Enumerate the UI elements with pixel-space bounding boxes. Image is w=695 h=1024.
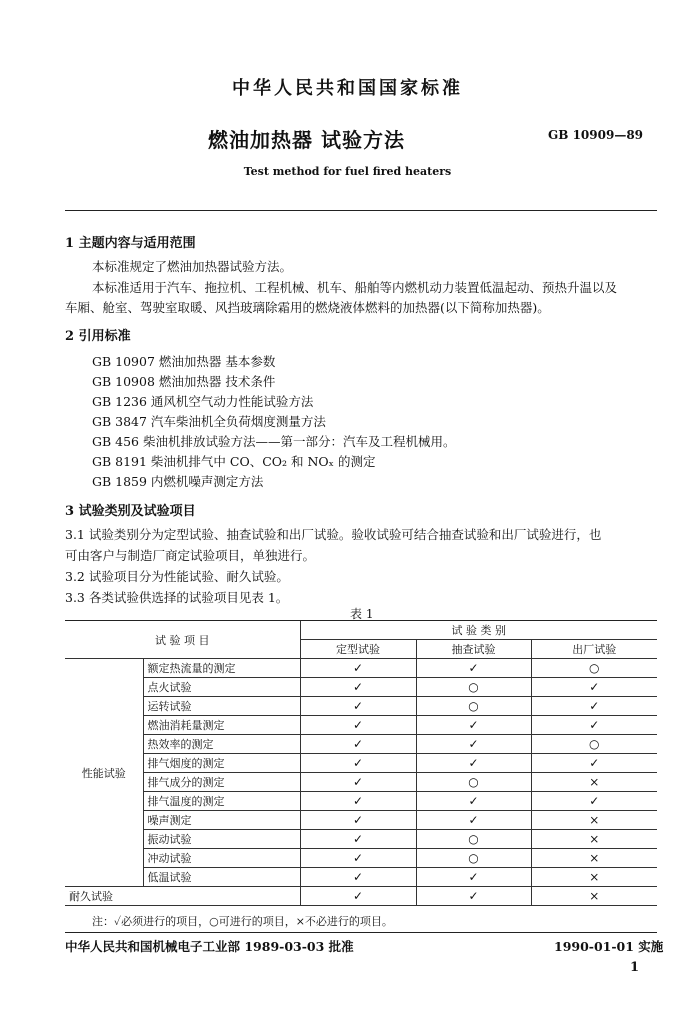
section-1-heading: 1 主题内容与适用范围 bbox=[65, 236, 196, 251]
table-row bbox=[65, 659, 657, 678]
section-3-heading: 3 试验类别及试验项目 bbox=[65, 504, 196, 519]
sample-test-mark: ○ bbox=[416, 830, 531, 849]
test-item-name: 燃油消耗量测定 bbox=[143, 716, 300, 735]
sample-test-mark: ✓ bbox=[416, 792, 531, 811]
reference-item: GB 456 柴油机排放试验方法——第一部分：汽车及工程机械用。 bbox=[92, 434, 456, 449]
type-test-mark: ✓ bbox=[300, 773, 416, 792]
table-row bbox=[65, 735, 657, 754]
test-item-name: 冲动试验 bbox=[143, 849, 300, 868]
table-row bbox=[65, 830, 657, 849]
clause-3-1: 3.1 试验类别分为定型试验、抽查试验和出厂试验。验收试验可结合抽查试验和出厂试验进行，也 bbox=[65, 527, 602, 542]
sample-test-mark: ○ bbox=[416, 678, 531, 697]
sample-test-mark: ○ bbox=[416, 849, 531, 868]
table-row bbox=[65, 754, 657, 773]
header-divider bbox=[65, 210, 657, 211]
factory-test-mark: × bbox=[531, 849, 657, 868]
factory-test-mark: ○ bbox=[531, 659, 657, 678]
type-test-mark: ✓ bbox=[300, 754, 416, 773]
reference-item: GB 1859 内燃机噪声测定方法 bbox=[92, 474, 264, 489]
table-row bbox=[65, 697, 657, 716]
footer-divider bbox=[65, 932, 657, 933]
factory-test-mark: ✓ bbox=[531, 792, 657, 811]
test-item-name: 排气烟度的测定 bbox=[143, 754, 300, 773]
column-header-factory-test: 出厂试验 bbox=[531, 640, 657, 659]
type-test-mark: ✓ bbox=[300, 792, 416, 811]
type-test-mark: ✓ bbox=[300, 849, 416, 868]
table-row bbox=[65, 678, 657, 697]
page-number: 1 bbox=[630, 960, 640, 975]
table-row bbox=[65, 716, 657, 735]
clause-3-2: 3.2 试验项目分为性能试验、耐久试验。 bbox=[65, 569, 289, 584]
type-test-mark: ✓ bbox=[300, 697, 416, 716]
factory-test-mark: ○ bbox=[531, 735, 657, 754]
sample-test-mark: ✓ bbox=[416, 754, 531, 773]
type-test-mark: ✓ bbox=[300, 830, 416, 849]
test-item-name: 低温试验 bbox=[143, 868, 300, 887]
section-1-paragraph-2-cont: 车厢、舱室、驾驶室取暖、风挡玻璃除霜用的燃烧液体燃料的加热器(以下简称加热器)。 bbox=[65, 300, 550, 315]
sample-test-mark: ✓ bbox=[416, 868, 531, 887]
approval-line: 中华人民共和国机械电子工业部 1989-03-03 批准 bbox=[65, 939, 354, 954]
test-item-name: 运转试验 bbox=[143, 697, 300, 716]
factory-test-mark: ✓ bbox=[531, 754, 657, 773]
factory-test-mark: ✓ bbox=[531, 678, 657, 697]
type-test-mark: ✓ bbox=[300, 811, 416, 830]
column-header-sample-test: 抽查试验 bbox=[416, 640, 531, 659]
table-caption: 表 1 bbox=[350, 607, 374, 621]
sample-test-mark: ✓ bbox=[416, 887, 531, 906]
group-label-performance: 性能试验 bbox=[65, 659, 143, 887]
type-test-mark: ✓ bbox=[300, 678, 416, 697]
factory-test-mark: ✓ bbox=[531, 697, 657, 716]
test-item-name: 点火试验 bbox=[143, 678, 300, 697]
type-test-mark: ✓ bbox=[300, 735, 416, 754]
factory-test-mark: × bbox=[531, 887, 657, 906]
standard-number: GB 10909—89 bbox=[548, 128, 644, 142]
table-row bbox=[65, 811, 657, 830]
table-row bbox=[65, 773, 657, 792]
type-test-mark: ✓ bbox=[300, 868, 416, 887]
clause-3-1-cont: 可由客户与制造厂商定试验项目，单独进行。 bbox=[65, 548, 316, 563]
table-row bbox=[65, 849, 657, 868]
test-item-name: 额定热流量的测定 bbox=[143, 659, 300, 678]
test-item-durability: 耐久试验 bbox=[65, 887, 300, 906]
section-1-paragraph-2: 本标准适用于汽车、拖拉机、工程机械、机车、船舶等内燃机动力装置低温起动、预热升温以及 bbox=[92, 280, 618, 295]
reference-item: GB 1236 通风机空气动力性能试验方法 bbox=[92, 394, 314, 409]
table-note: 注：✓必须进行的项目，○可进行的项目，×不必进行的项目。 bbox=[92, 915, 393, 928]
table-header-category: 试 验 类 别 bbox=[300, 621, 657, 640]
table-row bbox=[65, 887, 657, 906]
factory-test-mark: × bbox=[531, 830, 657, 849]
factory-test-mark: ✓ bbox=[531, 716, 657, 735]
sample-test-mark: ○ bbox=[416, 773, 531, 792]
test-item-name: 噪声测定 bbox=[143, 811, 300, 830]
table-row bbox=[65, 792, 657, 811]
sample-test-mark: ✓ bbox=[416, 659, 531, 678]
test-item-name: 热效率的测定 bbox=[143, 735, 300, 754]
section-2-heading: 2 引用标准 bbox=[65, 329, 131, 344]
factory-test-mark: × bbox=[531, 811, 657, 830]
factory-test-mark: × bbox=[531, 773, 657, 792]
reference-item: GB 10908 燃油加热器 技术条件 bbox=[92, 374, 276, 389]
test-items-table bbox=[65, 620, 657, 906]
document-title: 燃油加热器 试验方法 bbox=[208, 128, 405, 152]
reference-item: GB 10907 燃油加热器 基本参数 bbox=[92, 354, 276, 369]
test-item-name: 振动试验 bbox=[143, 830, 300, 849]
type-test-mark: ✓ bbox=[300, 716, 416, 735]
reference-item: GB 8191 柴油机排气中 CO、CO₂ 和 NOₓ 的测定 bbox=[92, 454, 376, 469]
table-header-items: 试 验 项 目 bbox=[65, 621, 300, 659]
section-1-paragraph-1: 本标准规定了燃油加热器试验方法。 bbox=[92, 259, 293, 274]
sample-test-mark: ✓ bbox=[416, 716, 531, 735]
factory-test-mark: × bbox=[531, 868, 657, 887]
reference-item: GB 3847 汽车柴油机全负荷烟度测量方法 bbox=[92, 414, 326, 429]
sample-test-mark: ✓ bbox=[416, 735, 531, 754]
national-standard-heading: 中华人民共和国国家标准 bbox=[232, 78, 463, 99]
sample-test-mark: ○ bbox=[416, 697, 531, 716]
test-item-name: 排气温度的测定 bbox=[143, 792, 300, 811]
type-test-mark: ✓ bbox=[300, 887, 416, 906]
table-row bbox=[65, 868, 657, 887]
test-item-name: 排气成分的测定 bbox=[143, 773, 300, 792]
clause-3-3: 3.3 各类试验供选择的试验项目见表 1。 bbox=[65, 590, 289, 605]
sample-test-mark: ✓ bbox=[416, 811, 531, 830]
document-title-english: Test method for fuel fired heaters bbox=[243, 165, 452, 178]
effective-date: 1990-01-01 实施 bbox=[554, 939, 664, 954]
column-header-type-test: 定型试验 bbox=[300, 640, 416, 659]
type-test-mark: ✓ bbox=[300, 659, 416, 678]
